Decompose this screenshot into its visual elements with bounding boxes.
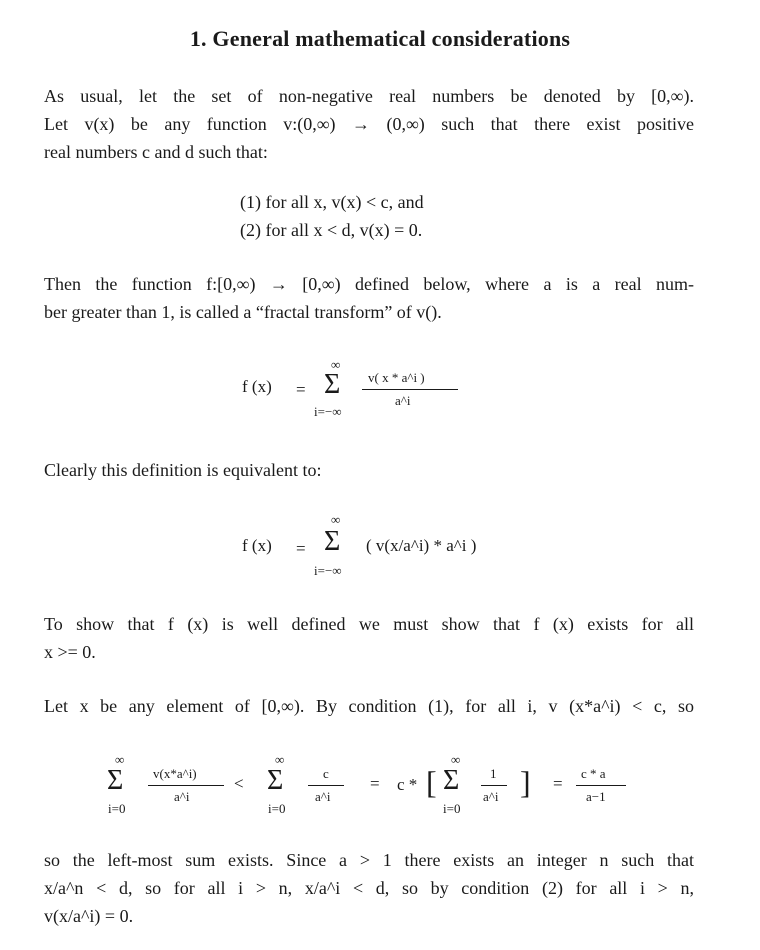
paragraph-equivalent (44, 456, 694, 484)
result-denominator: a−1 (586, 789, 606, 804)
fraction-bar (308, 785, 344, 786)
equals-sign: = (553, 774, 563, 793)
sum3-lower-limit: i=0 (443, 801, 461, 816)
text-line: Clearly this definition is equivalent to: (44, 460, 322, 480)
eq-lhs: f (x) (242, 536, 272, 555)
eq-lhs: f (x) (242, 377, 272, 396)
left-bracket: [ (426, 764, 437, 800)
text-line: v(x/a^i) = 0. (44, 906, 134, 926)
sum3-numerator: 1 (490, 766, 497, 781)
right-bracket: ] (520, 764, 531, 800)
eq-equals: = (296, 539, 306, 558)
text-line: x/a^n < d, so for all i > n, x/a^i < d, so by condition (2) for all i > n, (44, 878, 694, 898)
frac-numerator: v( x * a^i ) (368, 370, 425, 385)
less-than-sign: < (234, 774, 244, 793)
paragraph-well-defined (44, 610, 694, 666)
coefficient: c * (397, 775, 418, 794)
sum1-sigma: Σ (107, 765, 124, 796)
sum2-lower-limit: i=0 (268, 801, 286, 816)
sum3-upper-limit: ∞ (451, 752, 461, 767)
sum-upper-limit: ∞ (331, 512, 341, 527)
paragraph-intro (44, 82, 694, 166)
paragraph-condition-1 (44, 692, 694, 720)
text-line: To show that f (x) is well defined we must show that f (x) exists for all (44, 614, 694, 634)
text-line: Let v(x) be any function v:(0,∞) → (0,∞) such that there exist positive (44, 114, 694, 134)
text-line: so the left-most sum exists. Since a > 1 there exists an integer n such that (44, 850, 694, 870)
paragraph-definition (44, 270, 694, 326)
sum-upper-limit: ∞ (331, 357, 341, 372)
sum1-lower-limit: i=0 (108, 801, 126, 816)
text-line: Then the function f:[0,∞) → [0,∞) defined below, where a is a real num- (44, 274, 694, 294)
fraction-bar (481, 785, 507, 786)
text-line: ber greater than 1, is called a “fractal transform” of v(). (44, 302, 442, 322)
frac-denominator: a^i (395, 393, 411, 408)
eq-equals: = (296, 380, 306, 399)
sum2-denominator: a^i (315, 789, 331, 804)
sum1-upper-limit: ∞ (115, 752, 125, 767)
sum2-upper-limit: ∞ (275, 752, 285, 767)
fraction-bar (148, 785, 224, 786)
text-line: As usual, let the set of non-negative real numbers be denoted by [0,∞). (44, 86, 694, 106)
condition-list (240, 188, 424, 244)
sum-sigma: Σ (324, 526, 341, 557)
sum3-denominator: a^i (483, 789, 499, 804)
sum-lower-limit: i=−∞ (314, 563, 342, 578)
sum-lower-limit: i=−∞ (314, 404, 342, 419)
sum1-numerator: v(x*a^i) (153, 766, 197, 781)
sum1-denominator: a^i (174, 789, 190, 804)
result-numerator: c * a (581, 766, 606, 781)
sum2-sigma: Σ (267, 765, 284, 796)
sum3-sigma: Σ (443, 765, 460, 796)
paragraph-conclusion (44, 846, 694, 930)
text-line: real numbers c and d such that: (44, 142, 268, 162)
fraction-bar (576, 785, 626, 786)
sum-sigma: Σ (324, 369, 341, 400)
sum2-numerator: c (323, 766, 329, 781)
fraction-bar (362, 389, 458, 390)
condition-1: (1) for all x, v(x) < c, and (240, 192, 424, 212)
section-title: 1. General mathematical considerations (189, 26, 571, 51)
equals-sign: = (370, 774, 380, 793)
text-line: Let x be any element of [0,∞). By condition (1), for all i, v (x*a^i) < c, so (44, 696, 694, 716)
condition-2: (2) for all x < d, v(x) = 0. (240, 220, 423, 240)
text-line: x >= 0. (44, 642, 96, 662)
sum-term: ( v(x/a^i) * a^i ) (366, 536, 477, 555)
